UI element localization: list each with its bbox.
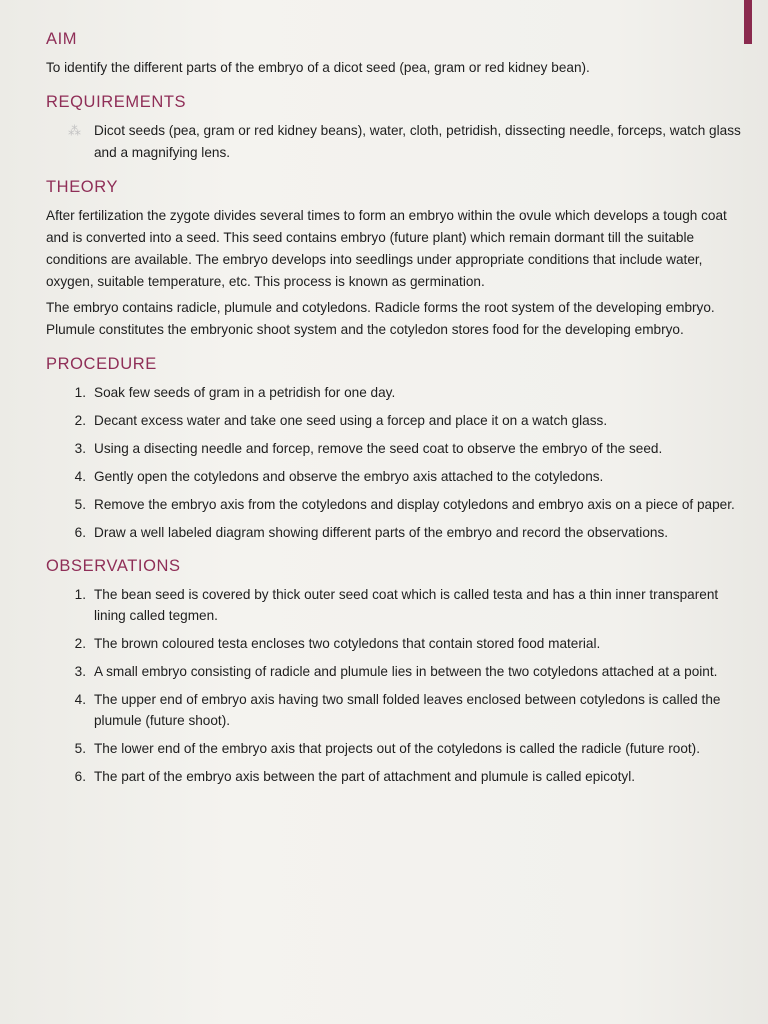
requirements-heading: REQUIREMENTS (46, 93, 187, 111)
requirements-section (46, 93, 746, 164)
observation-number: 3. (74, 664, 86, 679)
observation-item (46, 661, 746, 682)
observation-item (46, 633, 746, 654)
observation-number: 1. (74, 587, 86, 602)
procedure-step (46, 438, 746, 459)
procedure-step (46, 410, 746, 431)
procedure-step (46, 466, 746, 487)
step-text: Decant excess water and take one seed using a forcep and place it on a watch glass. (94, 413, 608, 428)
observation-number: 6. (74, 769, 86, 784)
step-number: 1. (74, 385, 86, 400)
procedure-section (46, 355, 746, 543)
step-text: Draw a well labeled diagram showing different parts of the embryo and record the observations. (94, 525, 669, 540)
observation-item (46, 766, 746, 787)
observation-text: The brown coloured testa encloses two cotyledons that contain stored food material. (94, 636, 601, 651)
observations-list (46, 584, 746, 787)
requirements-text: Dicot seeds (pea, gram or red kidney beans), water, cloth, petridish, dissecting needle, forceps, watch glass and a magnifying lens. (94, 123, 741, 160)
observation-text: The lower end of the embryo axis that projects out of the cotyledons is called the radicle (future root). (94, 741, 700, 756)
procedure-list (46, 382, 746, 543)
observation-item (46, 738, 746, 759)
step-number: 2. (74, 413, 86, 428)
procedure-step (46, 522, 746, 543)
observation-item (46, 689, 746, 731)
theory-paragraph-1: After fertilization the zygote divides several times to form an embryo within the ovule which develops a tough coat and is converted into a seed. This seed contains embryo (future plant) which remain dormant till the suitable conditions are available. The embryo develops into seedlings under appropriate conditions that include water, oxygen, suitable temperature, etc. This process is known as germination. (46, 208, 727, 289)
observation-text: The part of the embryo axis between the part of attachment and plumule is called epicotyl. (94, 769, 636, 784)
observation-number: 2. (74, 636, 86, 651)
observation-number: 5. (74, 741, 86, 756)
step-number: 6. (74, 525, 86, 540)
observation-item (46, 584, 746, 626)
step-text: Remove the embryo axis from the cotyledons and display cotyledons and embryo axis on a piece of paper. (94, 497, 735, 512)
step-number: 3. (74, 441, 86, 456)
theory-heading: THEORY (46, 178, 119, 196)
aim-text: To identify the different parts of the embryo of a dicot seed (pea, gram or red kidney bean). (46, 60, 590, 75)
observations-heading: OBSERVATIONS (46, 557, 181, 575)
procedure-step (46, 382, 746, 403)
observations-section (46, 557, 746, 787)
document-content (46, 30, 746, 801)
step-text: Gently open the cotyledons and observe the embryo axis attached to the cotyledons. (94, 469, 604, 484)
step-text: Using a disecting needle and forcep, remove the seed coat to observe the embryo of the seed. (94, 441, 663, 456)
procedure-step (46, 494, 746, 515)
procedure-heading: PROCEDURE (46, 355, 157, 373)
step-number: 4. (74, 469, 86, 484)
step-number: 5. (74, 497, 86, 512)
observation-text: A small embryo consisting of radicle and plumule lies in between the two cotyledons attached at a point. (94, 664, 718, 679)
aim-section (46, 30, 746, 79)
bullet-icon: ⁂ (68, 123, 81, 138)
aim-heading: AIM (46, 30, 78, 48)
theory-paragraph-2: The embryo contains radicle, plumule and cotyledons. Radicle forms the root system of the developing embryo. Plumule constitutes the embryonic shoot system and the cotyledon stores food for the developing embryo. (46, 300, 715, 337)
observation-number: 4. (74, 692, 86, 707)
observation-text: The bean seed is covered by thick outer seed coat which is called testa and has a thin inner transparent lining called tegmen. (94, 587, 719, 623)
step-text: Soak few seeds of gram in a petridish for one day. (94, 385, 396, 400)
theory-section (46, 178, 746, 341)
requirements-item (46, 120, 746, 164)
observation-text: The upper end of embryo axis having two small folded leaves enclosed between cotyledons is called the plumule (future shoot). (94, 692, 721, 728)
